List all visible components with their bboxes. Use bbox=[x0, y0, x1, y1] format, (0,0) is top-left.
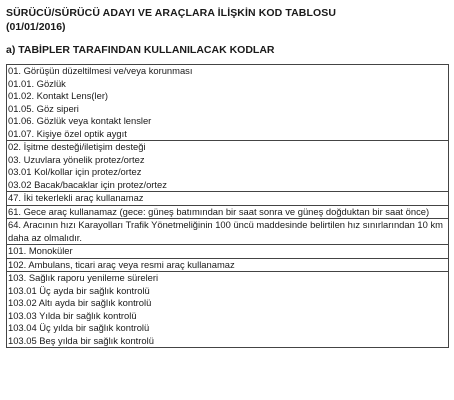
code-entry: 03.02 Bacak/bacaklar için protez/ortez bbox=[8, 178, 167, 190]
document-page bbox=[6, 6, 450, 348]
table-row bbox=[7, 192, 449, 206]
table-cell-code-102 bbox=[7, 258, 449, 272]
code-entry: 64. Aracının hızı Karayolları Trafik Yönetmeliğinin 100 üncü maddesinde belirtilen hız sınırlarından 10 km daha az olmalıdır. bbox=[8, 219, 443, 243]
table-cell-code-47 bbox=[7, 192, 449, 206]
table-cell-code-103 bbox=[7, 272, 449, 348]
code-entry: 03.01 Kol/kollar için protez/ortez bbox=[8, 166, 142, 177]
code-entry: 103.01 Üç ayda bir sağlık kontrolü bbox=[8, 284, 150, 296]
code-entry: 01.07. Kişiye özel optik aygıt bbox=[8, 127, 127, 139]
code-entry: 61. Gece araç kullanamaz (gece: güneş batımından bir saat sonra ve güneş doğduktan bir saat önce) bbox=[8, 205, 430, 217]
code-entry: 01.05. Göz siperi bbox=[8, 102, 79, 114]
code-entry: 103.03 Yılda bir sağlık kontrolü bbox=[8, 309, 137, 321]
table-row bbox=[7, 219, 449, 245]
table-row bbox=[7, 245, 449, 259]
code-entry: 103.04 Üç yılda bir sağlık kontrolü bbox=[8, 322, 150, 333]
code-entry: 01. Görüşün düzeltilmesi ve/veya korunması bbox=[8, 65, 193, 76]
table-cell-vision bbox=[7, 65, 449, 141]
code-entry: 103.02 Altı ayda bir sağlık kontrolü bbox=[8, 297, 152, 308]
table-row bbox=[7, 258, 449, 272]
document-date: (01/01/2016) bbox=[6, 21, 66, 33]
table-row bbox=[7, 272, 449, 348]
table-row bbox=[7, 65, 449, 141]
table-row bbox=[7, 141, 449, 192]
section-heading: a) TABİPLER TARAFINDAN KULLANILACAK KODLAR bbox=[6, 44, 275, 56]
code-table bbox=[6, 64, 449, 348]
code-entry: 01.01. Gözlük bbox=[8, 77, 66, 89]
table-cell-code-61 bbox=[7, 205, 449, 219]
code-entry: 47. İki tekerlekli araç kullanamaz bbox=[8, 192, 144, 203]
code-entry: 02. İşitme desteği/iletişim desteği bbox=[8, 141, 146, 152]
code-entry: 101. Monoküler bbox=[8, 245, 73, 256]
code-entry: 103.05 Beş yılda bir sağlık kontrolü bbox=[8, 334, 154, 346]
table-cell-code-101 bbox=[7, 245, 449, 259]
code-entry: 01.06. Gözlük veya kontakt lensler bbox=[8, 115, 152, 126]
code-entry: 102. Ambulans, ticari araç veya resmi araç kullanamaz bbox=[8, 258, 235, 270]
document-title: SÜRÜCÜ/SÜRÜCÜ ADAYI VE ARAÇLARA İLİŞKİN KOD TABLOSU bbox=[6, 7, 337, 19]
table-cell-hearing-prosthesis bbox=[7, 141, 449, 192]
table-cell-code-64 bbox=[7, 219, 449, 245]
table-row bbox=[7, 205, 449, 219]
code-entry: 01.02. Kontakt Lens(ler) bbox=[8, 90, 109, 101]
code-entry: 103. Sağlık raporu yenileme süreleri bbox=[8, 272, 159, 283]
code-entry: 03. Uzuvlara yönelik protez/ortez bbox=[8, 153, 145, 165]
